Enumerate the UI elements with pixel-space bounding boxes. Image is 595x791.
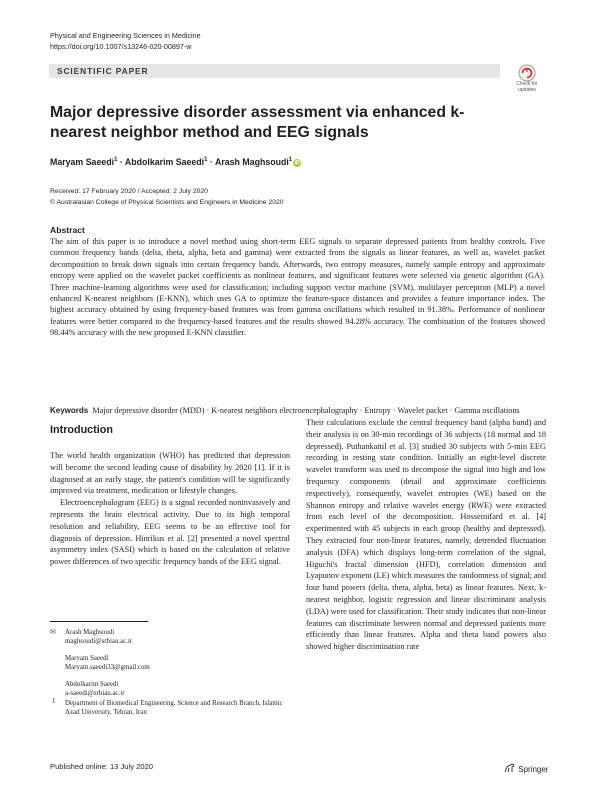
author-separator: · (209, 157, 213, 167)
section-band (49, 64, 500, 78)
author-name[interactable]: Abdolkarim Saeedi (124, 157, 205, 167)
author-separator: · (119, 157, 123, 167)
correspondence-block (65, 628, 265, 698)
author-name[interactable]: Arash Maghsoudi (214, 157, 289, 167)
paragraph: The world health organization (WHO) has predicted that depression will become the second leading cause of disability by 2020 [1]. If it is diagnosed at an early stage, the patient's condition will be significantly improved via treatment, medication or lifestyle changes. (50, 451, 290, 496)
journal-header (50, 31, 201, 52)
orcid-icon[interactable]: iD (294, 160, 300, 166)
body-column-left (50, 450, 290, 568)
publisher-logo (504, 763, 548, 774)
article-dates (50, 187, 284, 208)
author-list (50, 157, 301, 167)
correspondence-email[interactable]: a-saeedi@srbiau.ac.ir (65, 690, 125, 698)
received-accepted: Received: 17 February 2020 / Accepted: 2 July 2020 (50, 188, 208, 195)
keywords (50, 405, 545, 417)
check-for-updates-badge[interactable] (510, 64, 544, 98)
correspondence-name: Abdolkarim Saeedi (65, 680, 119, 688)
body-column-right (306, 417, 546, 653)
author-affiliation: 1 (114, 157, 118, 164)
paragraph: Their calculations exclude the central frequency band (alpha band) and their analysis is on 30-min recordings of 36 subjects (18 normal and 18 depressed). Puthankattil et al. [3] studied 30 subjects with 5-min EEG recording in resting state condition. Initially an eight-level discrete wavelet transform was used to decompose the signal into high and low frequency components (detail and approximate coefficients respectively), consequently, wavelet entropies (WE) based on the Shannon entropy and relative wavelet energy (RWE) were extracted from each level of the decomposition. Hosseinifard et al. [4] experimented with 45 subjects in each group (healthy and depressed). They extracted four non-linear features, namely, detrended fluctuation analysis (DFA) which displays long-term correlation of the signal, Higuchi's fractal dimension (HFD), correlation dimension and Lyapunov exponent (LE) which measures the randomness of signal; and four band powers (delta, theta, alpha, beta) as linear features. Next, k-nearest neighbor, logistic regression and linear discriminant analysis (LDA) were used for classification. Their study indicates that non-linear features can discriminate between normal and depressed patients more efficiently than linear features. Alpha and theta band powers also showed higher discrimination rate (306, 418, 546, 652)
badge-text: Check for updates (516, 81, 538, 93)
abstract-heading: Abstract (50, 225, 85, 235)
keywords-label: Keywords (50, 406, 89, 415)
author-affiliation: 1 (288, 157, 293, 164)
paper-title: Major depressive disorder assessment via enhanced k-nearest neighbor method and EEG signals (50, 104, 465, 141)
author-name[interactable]: Maryam Saeedi (50, 157, 115, 167)
footnote-rule (50, 621, 148, 622)
correspondence-email[interactable]: Maryam.saeedi33@gmail.com (65, 664, 150, 672)
abstract-body: The aim of this paper is to introduce a novel method using short-term EEG signals to separate depressed patients from healthy controls. Five common frequency bands (delta, theta, alpha, beta and gamma) were extracted from the signals as linear features, as well as, wavelet packet decomposition to break down signals into certain frequency bands. Afterwards, two entropy measures, namely sample entropy and approximate entropy were applied on the wavelet packet coefficients as nonlinear features, and significant features were selected via genetic algorithm (GA). Three machine-learning algorithms were used for classification; including support vector machine (SVM), multilayer perceptron (MLP) a novel enhanced K-nearest neighbors (E-KNN), which uses GA to optimize the feature-space distances and provides a feature importance index. The highest accuracy obtained by using frequency-based features was from gamma oscillations which resulted in 91.38%. Performance of nonlinear features were better compared to the frequency-based features and the results showed 94.28% accuracy. The combination of the features showed 98.44% accuracy with the new proposed E-KNN classifier. (50, 237, 545, 338)
published-online: Published online: 13 July 2020 (50, 762, 154, 771)
correspondence-email[interactable]: maghsoudi@srbiau.ac.ir (65, 638, 133, 646)
keywords-text: Major depressive disorder (MDD) · K-nearest neighbors electroencephalography · Entropy · Wavelet packet · Gamma oscillations (92, 406, 520, 415)
publisher-name: Springer (518, 765, 549, 774)
correspondence-name: Arash Maghsoudi (65, 629, 115, 636)
affiliation-text: Department of Biomedical Engineering, Science and Research Branch, Islamic Azad University, Tehran, Iran (65, 700, 283, 717)
correspondence-name: Maryam Saeedi (65, 654, 109, 662)
section-label: SCIENTIFIC PAPER (57, 66, 149, 76)
author-affiliation: 1 (204, 157, 208, 164)
paragraph: Electroencephalogram (EEG) is a signal recorded noninvasively and represents the brain electrical activity. Due to its high temporal resolution and reliability, EEG seems to be an effective tool for diagnosis of depression. Hinrikus et al. [2] presented a novel spectral asymmetry index (SASI) which is based on the calculation of relative power differences of two specific frequency bands of the EEG signal. (50, 498, 290, 567)
introduction-heading: Introduction (50, 424, 113, 436)
affiliation-number: 1 (52, 698, 56, 705)
journal-name: Physical and Engineering Sciences in Medicine (50, 31, 201, 40)
doi-link[interactable]: https://doi.org/10.1007/s13246-020-00897-w (50, 41, 192, 51)
copyright-line: © Australasian College of Physical Scientists and Engineers in Medicine 2020 (50, 198, 284, 206)
springer-horse-icon (504, 763, 516, 773)
envelope-icon: ✉ (50, 629, 56, 636)
